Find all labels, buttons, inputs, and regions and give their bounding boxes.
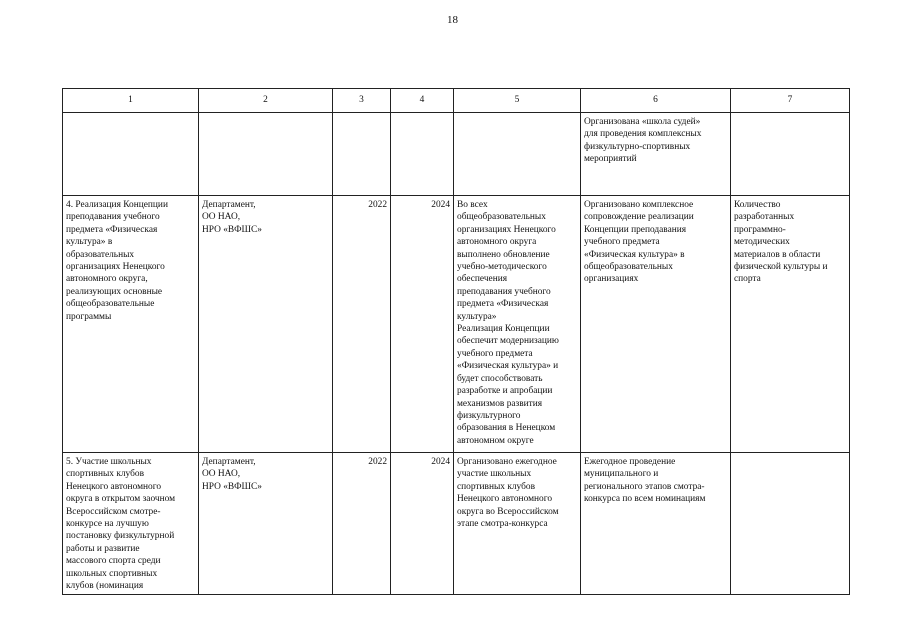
table-row	[63, 113, 850, 196]
table-cell-executors: Департамент, ОО НАО, НРО «ВФШС»	[199, 196, 333, 453]
column-header-4: 4	[391, 89, 454, 113]
column-header-2: 2	[199, 89, 333, 113]
table-cell-indicator	[731, 453, 850, 595]
table-cell-start-year	[333, 113, 391, 196]
table-cell-outcome: Ежегодное проведение муниципального и регионального этапов смотра- конкурса по всем номинациям	[581, 453, 731, 595]
table-cell-indicator	[731, 113, 850, 196]
column-header-7: 7	[731, 89, 850, 113]
table-cell-measure	[63, 113, 199, 196]
column-header-6: 6	[581, 89, 731, 113]
table-cell-expected-result: Во всех общеобразовательных организациях Ненецкого автономного округа выполнено обновление учебно-методического обеспечения преподавания учебного предмета «Физическая культура» Реализация Концепции обеспечит модернизацию учебного предмета «Физическая культура» и будет способствовать разработке и апробации механизмов развития физкультурного образования в Ненецком автономном округе	[454, 196, 581, 453]
table-cell-expected-result: Организовано ежегодное участие школьных спортивных клубов Ненецкого автономного округа во Всероссийском этапе смотра-конкурса	[454, 453, 581, 595]
column-header-3: 3	[333, 89, 391, 113]
table-cell-executors	[199, 113, 333, 196]
table-row	[63, 453, 850, 595]
page-number: 18	[447, 14, 458, 26]
table-cell-measure: 4. Реализация Концепции преподавания учебного предмета «Физическая культура» в образовательных организациях Ненецкого автономного округа, реализующих основные общеобразовательные программы	[63, 196, 199, 453]
table-cell-indicator: Количество разработанных программно- методических материалов в области физической культуры и спорта	[731, 196, 850, 453]
table-cell-end-year: 2024	[391, 196, 454, 453]
table-cell-end-year	[391, 113, 454, 196]
table-cell-start-year: 2022	[333, 453, 391, 595]
plan-table	[62, 88, 850, 595]
table-row	[63, 196, 850, 453]
table-cell-expected-result	[454, 113, 581, 196]
column-header-1: 1	[63, 89, 199, 113]
table-cell-outcome: Организована «школа судей» для проведения комплексных физкультурно-спортивных мероприятий	[581, 113, 731, 196]
table-cell-measure: 5. Участие школьных спортивных клубов Ненецкого автономного округа в открытом заочном Всероссийском смотре- конкурсе на лучшую постановку физкультурной работы и развитие массового спорта среди школьных спортивных клубов (номинация	[63, 453, 199, 595]
table-cell-executors: Департамент, ОО НАО, НРО «ВФШС»	[199, 453, 333, 595]
header-row	[63, 89, 850, 113]
table-cell-end-year: 2024	[391, 453, 454, 595]
table-cell-outcome: Организовано комплексное сопровождение реализации Концепции преподавания учебного предмета «Физическая культура» в общеобразовательных организациях	[581, 196, 731, 453]
table-cell-start-year: 2022	[333, 196, 391, 453]
column-header-5: 5	[454, 89, 581, 113]
